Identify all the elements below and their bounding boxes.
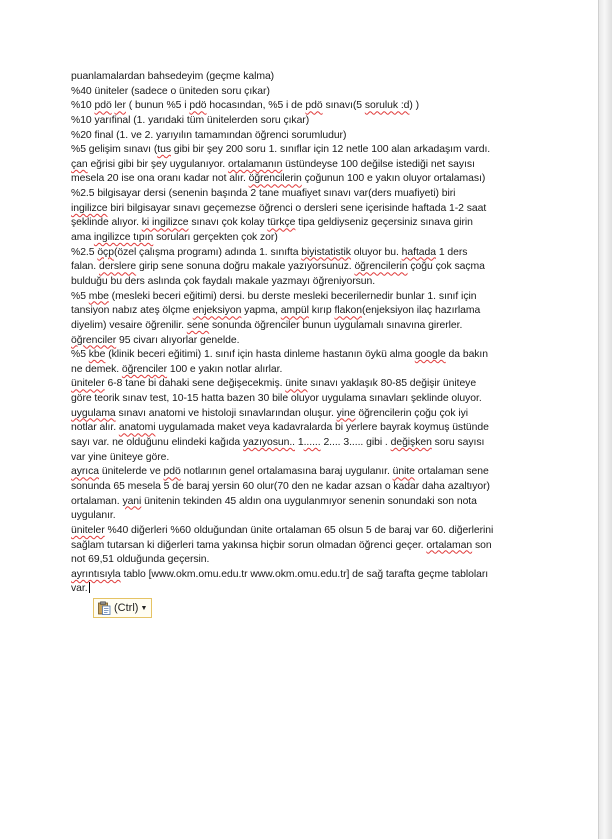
text-run: %10 yarıfinal (1. yarıdaki tüm ünitelerden soru çıkar) <box>71 114 310 126</box>
misspelled-word: ünite <box>392 466 415 478</box>
text-line[interactable] <box>71 143 541 158</box>
text-line[interactable] <box>71 114 541 129</box>
text-run: %2.5 bilgisayar dersi (senenin başında 2 tane muafiyet sınavı var(ders muafiyeti) biri <box>71 188 456 200</box>
text-line[interactable] <box>71 275 541 290</box>
text-line[interactable] <box>71 290 541 305</box>
text-run: sonunda öğrenciler bunun uygulamalı sınavına girerler. <box>209 319 463 331</box>
document-body[interactable] <box>71 70 541 597</box>
text-line[interactable] <box>71 465 541 480</box>
text-run: var. <box>71 583 88 595</box>
misspelled-word: ki ingilizce <box>141 217 189 229</box>
text-run: öğrencilerin çoğu çok iyi <box>355 407 468 419</box>
text-run: %20 final (1. ve 2. yarıyılın tamamından öğrenci sorumludur) <box>71 129 347 141</box>
text-line[interactable] <box>71 392 541 407</box>
text-line[interactable] <box>71 524 541 539</box>
text-line[interactable] <box>71 509 541 524</box>
text-line[interactable] <box>71 407 541 422</box>
misspelled-word: öğrenciler <box>71 334 117 346</box>
text-line[interactable] <box>71 582 541 597</box>
misspelled-word: pdö <box>189 100 207 112</box>
misspelled-word: değişken <box>390 437 432 449</box>
text-run: sınavı anatomi ve histoloji sınavlarından oluşur. <box>115 407 337 419</box>
text-line[interactable] <box>71 187 541 202</box>
text-run: çoğunun 100 e yakın oluyor ortalaması) <box>301 173 486 185</box>
text-run: %5 <box>71 290 89 302</box>
text-run: (özel çalışma programı) adında 1. sınıfta <box>113 246 302 258</box>
text-run: (enjeksiyon ilaç hazırlama <box>361 305 481 317</box>
text-run: ama <box>71 232 94 244</box>
dropdown-arrow-icon: ▼ <box>140 604 148 612</box>
text-run: sağlam tutarsan ki diğerleri tama yakınsa hiçbir sorun olmadan öğrenci geçer. <box>71 539 427 551</box>
text-line[interactable] <box>71 216 541 231</box>
text-run: ortalaman. <box>71 495 123 507</box>
text-run: %5 gelişim sınavı ( <box>71 144 158 156</box>
misspelled-word: ortalamanın <box>227 158 283 170</box>
misspelled-word: pdö <box>305 100 323 112</box>
text-run: hocasından, %5 i de <box>206 100 306 112</box>
text-run: ( bunun %5 i <box>125 100 190 112</box>
text-run: (klinik beceri eğitimi) 1. sınıf için hasta dinleme hastanın öykü alma <box>105 349 415 361</box>
misspelled-word: çan <box>71 158 88 170</box>
text-run: 2.... 3..... gibi . <box>320 437 391 449</box>
text-line[interactable] <box>71 260 541 275</box>
text-run: sınavı(5 <box>322 100 365 112</box>
text-line[interactable] <box>71 495 541 510</box>
text-run: 1 <box>295 437 304 449</box>
text-line[interactable] <box>71 539 541 554</box>
text-run: yapma, <box>241 305 281 317</box>
text-run: sonunda 65 mesela 5 de baraj yersin 60 olur(70 den ne kadar azsan o kadar daha azaltıyor) <box>71 480 490 492</box>
text-run: tansiyon nabız ateş ölçme <box>71 305 193 317</box>
text-run: sayı var. ne olduğunu elindeki kağıda <box>71 437 243 449</box>
text-run: ne demek. <box>71 363 122 375</box>
misspelled-word: enjeksiyon <box>192 305 242 317</box>
misspelled-word: öçp <box>97 246 114 258</box>
text-run: göre teorik sınav test, 10-15 hatta bazen 30 bile oluyor uygulama sınavları şeklinde oluyor. <box>71 393 482 405</box>
text-line[interactable] <box>71 85 541 100</box>
text-run: %2.5 <box>71 246 98 258</box>
misspelled-word: derslere <box>98 261 137 273</box>
text-run: eğrisi gibi bir şey uygulanıyor. <box>87 158 228 170</box>
misspelled-word: üniteler <box>71 524 105 536</box>
text-run: falan. <box>71 261 99 273</box>
misspelled-word: türkçe <box>267 217 296 229</box>
misspelled-word: üniteler <box>71 378 105 390</box>
misspelled-word: yazıyosun.. <box>242 437 295 449</box>
text-line[interactable] <box>71 129 541 144</box>
text-run: (mesleki beceri eğitimi) dersi. bu derste mesleki becerilernedir bunlar 1. sınıf için <box>108 290 477 302</box>
text-run: %5 <box>71 349 89 361</box>
text-cursor <box>89 582 91 593</box>
text-run: not 69,51 olduğunda geçersin. <box>71 554 210 566</box>
misspelled-word: pdö <box>94 100 112 112</box>
misspelled-word: ler <box>114 100 126 112</box>
text-run: oluyor bu. <box>350 246 402 258</box>
text-run: ) ) <box>409 100 420 112</box>
text-line[interactable] <box>71 421 541 436</box>
text-run: sınavı çok kolay <box>188 217 268 229</box>
misspelled-word: kbe <box>88 349 106 361</box>
text-run: üstündeyse 100 değilse istediği net sayısı <box>282 158 475 170</box>
text-line[interactable] <box>71 568 541 583</box>
misspelled-word: haftada <box>401 246 436 258</box>
misspelled-word: google <box>414 349 446 361</box>
text-line[interactable] <box>71 363 541 378</box>
misspelled-word: ortalaman <box>426 539 473 551</box>
text-run: mesela 20 ise ona oranı kadar not alır. <box>71 173 249 185</box>
clipboard-icon <box>97 601 111 615</box>
text-line[interactable] <box>71 158 541 173</box>
misspelled-word: flakon <box>334 305 362 317</box>
paste-options-button[interactable] <box>93 598 152 618</box>
misspelled-word: pdö <box>163 466 181 478</box>
text-line[interactable] <box>71 304 541 319</box>
text-line[interactable] <box>71 172 541 187</box>
text-run: girip sene sonuna doğru makale yazıyorsunuz. <box>136 261 355 273</box>
misspelled-word: anatomi <box>118 422 156 434</box>
text-run: var yine üniteye göre. <box>71 451 170 463</box>
text-run: ortalaman sene <box>414 466 489 478</box>
misspelled-word: öğrencilerin <box>354 261 408 273</box>
misspelled-word: ampül <box>280 305 309 317</box>
text-run: şeklinde alıyor. <box>71 217 142 229</box>
text-run: notlar alır. <box>71 422 119 434</box>
text-run: 95 civarı alıyorlar genelde. <box>116 334 240 346</box>
text-run: 6-8 tane bi dahaki sene değişecekmiş. <box>104 378 286 390</box>
text-line[interactable] <box>71 231 541 246</box>
text-line[interactable] <box>71 99 541 114</box>
text-run: 100 e yakın notlar alırlar. <box>167 363 283 375</box>
text-run: tablo [www.okm.omu.edu.tr www.okm.omu.edu.tr] de sağ tarafta geçme tabloları <box>120 568 489 580</box>
misspelled-word: ingilizce <box>71 202 108 214</box>
text-run: %40 üniteler (sadece o üniteden soru çıkar) <box>71 85 270 97</box>
text-run: uygulanır. <box>71 510 116 522</box>
text-run: uygulamada maket veya kadavralarda bi yerlere bayrak koymuş üstünde <box>155 422 489 434</box>
misspelled-word: tus <box>157 144 171 156</box>
text-line[interactable] <box>71 377 541 392</box>
text-run: biri bilgisayar sınavı geçemezse öğrenci o dersleri sene içerisinde haftada 1-2 saat <box>107 202 487 214</box>
text-run: puanlamalardan bahsedeyim (geçme kalma) <box>71 71 275 82</box>
text-line[interactable] <box>71 451 541 466</box>
text-run: notlarının genel ortalamasına baraj uygulanır. <box>180 466 393 478</box>
text-line[interactable] <box>71 334 541 349</box>
misspelled-word: yine <box>336 407 356 419</box>
text-run: çoğu çok saçma <box>407 261 485 273</box>
misspelled-word: uygulama <box>71 407 116 419</box>
text-run: %10 <box>71 100 95 112</box>
text-run: gibi bir şey 200 soru 1. sınıflar için 12 netle 100 alan arkadaşım vardı. <box>170 144 491 156</box>
text-run: da bakın <box>445 349 489 361</box>
misspelled-word: sene <box>186 319 210 331</box>
text-line[interactable] <box>71 553 541 568</box>
text-run: soruları gerçekten çok zor) <box>153 232 278 244</box>
misspelled-word: ...... <box>303 437 321 449</box>
misspelled-word: ingilizce tıpın <box>93 232 154 244</box>
text-run: bulduğu bu ders aslında çok faydalı makale yazmayı öğreniyorsun. <box>71 275 376 287</box>
misspelled-word: yani <box>122 495 142 507</box>
misspelled-word: soruluk :d <box>364 100 410 112</box>
text-run: sınavı yaklaşık 80-85 değişir üniteye <box>307 378 477 390</box>
vertical-scrollbar[interactable] <box>598 0 612 839</box>
misspelled-word: öğrenciler <box>121 363 168 375</box>
misspelled-word: biyistatistik <box>301 246 351 258</box>
text-run: soru sayısı <box>431 437 485 449</box>
text-run: diyelim) vesaire öğrenilir. <box>71 319 187 331</box>
text-line[interactable] <box>71 436 541 451</box>
text-line[interactable] <box>71 348 541 363</box>
text-line[interactable] <box>71 319 541 334</box>
misspelled-word: ayrıntısıyla <box>71 568 121 580</box>
misspelled-word: ünite <box>285 378 308 390</box>
text-run: 1 ders <box>436 246 468 258</box>
text-run: ünitenin tekinden 45 aldın ona uygulanmıyor senenin sonundaki son nota <box>141 495 477 507</box>
text-line[interactable] <box>71 202 541 217</box>
text-run: ünitelerde ve <box>99 466 164 478</box>
misspelled-word: mbe <box>88 290 109 302</box>
text-run: %40 diğerleri %60 olduğundan ünite ortalaman 65 olsun 5 de baraj var 60. diğerlerini <box>104 524 494 536</box>
text-run: kırıp <box>308 305 335 317</box>
text-line[interactable] <box>71 70 541 85</box>
text-run: tipa geldiyseniz geçersiniz sınava girin <box>295 217 473 229</box>
misspelled-word: öğrencilerin <box>248 173 302 185</box>
text-run: son <box>472 539 492 551</box>
misspelled-word: ayrıca <box>71 466 99 478</box>
text-line[interactable] <box>71 480 541 495</box>
text-line[interactable] <box>71 246 541 261</box>
paste-options-label: (Ctrl) <box>114 602 139 614</box>
